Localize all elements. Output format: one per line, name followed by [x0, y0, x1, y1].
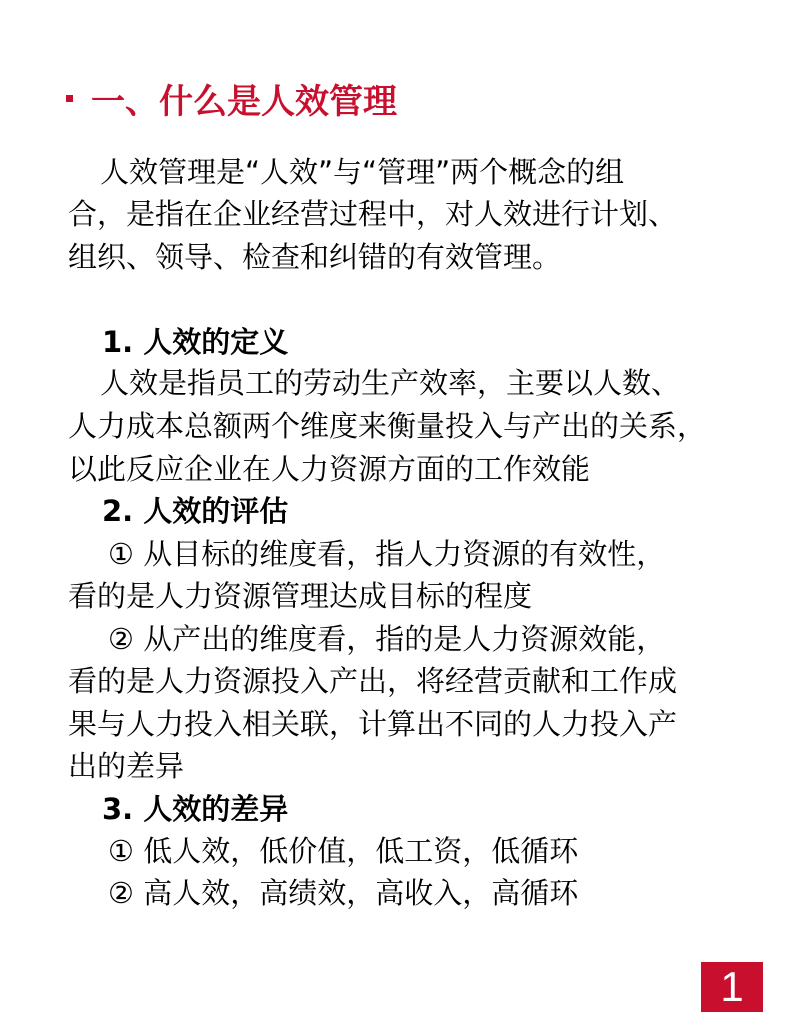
section3-title: 3. 人效的差异 — [102, 792, 289, 826]
section2-line: ① 从目标的维度看，指人力资源的有效性， — [108, 537, 666, 571]
section2-title: 2. 人效的评估 — [102, 494, 289, 528]
section2-line: ② 从产出的维度看，指的是人力资源效能， — [108, 622, 666, 656]
heading-bullet-icon — [66, 95, 73, 102]
section2-line: 看的是人力资源管理达成目标的程度 — [68, 579, 533, 613]
section-heading — [66, 74, 397, 123]
section1-line: 以此反应企业在人力资源方面的工作效能 — [68, 452, 591, 486]
page-number-badge: 1 — [701, 962, 763, 1012]
section1-line: 人效是指员工的劳动生产效率，主要以人数、 — [100, 366, 681, 400]
section1-title: 1. 人效的定义 — [102, 325, 289, 359]
section3-line: ① 低人效，低价值，低工资，低循环 — [108, 834, 579, 868]
section2-line: 出的差异 — [68, 749, 185, 783]
heading-title: 一、什么是人效管理 — [91, 82, 397, 122]
intro-line: 人效管理是“人效”与“管理”两个概念的组 — [100, 155, 625, 189]
section2-line: 看的是人力资源投入产出，将经营贡献和工作成 — [68, 664, 678, 698]
intro-line: 合，是指在企业经营过程中，对人效进行计划、 — [68, 197, 678, 231]
section1-line: 人力成本总额两个维度来衡量投入与产出的关系， — [68, 409, 707, 443]
intro-line: 组织、领导、检查和纠错的有效管理。 — [68, 240, 562, 274]
section3-line: ② 高人效，高绩效，高收入，高循环 — [108, 876, 579, 910]
section2-line: 果与人力投入相关联，计算出不同的人力投入产 — [68, 707, 678, 741]
